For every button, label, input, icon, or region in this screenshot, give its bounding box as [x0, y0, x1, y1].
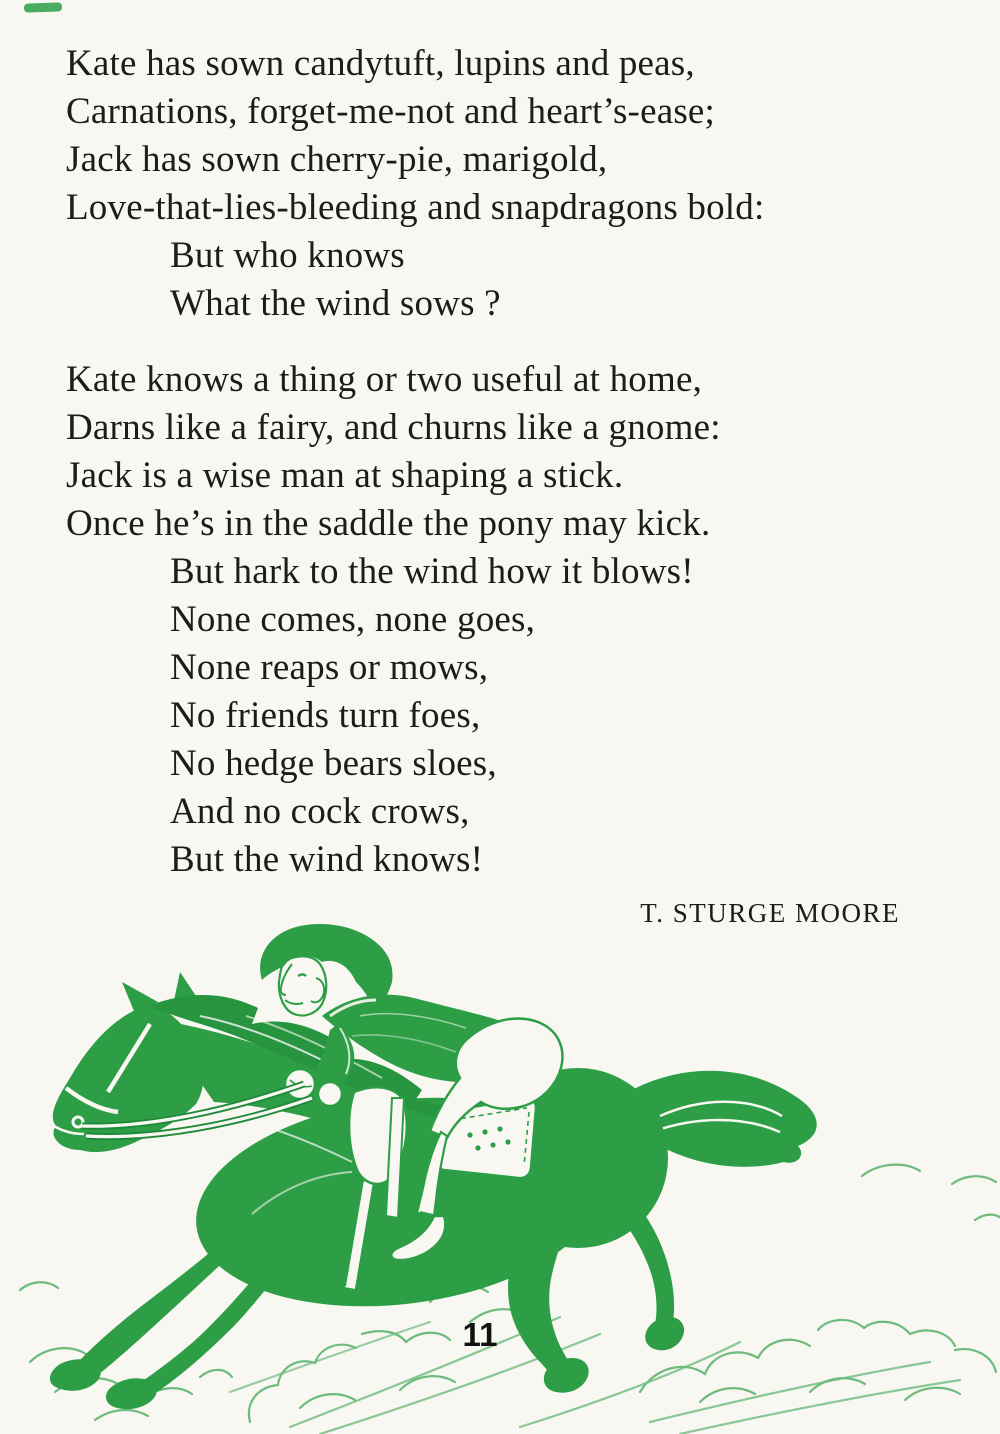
poem-line-refrain: But hark to the wind how it blows!	[170, 551, 694, 592]
pony-and-rider-illustration	[0, 920, 1000, 1434]
poem-stanza-1	[66, 40, 980, 328]
rider-hand	[318, 1082, 342, 1106]
poem-line-refrain: What the wind sows ?	[170, 283, 501, 324]
poem-line-refrain: No hedge bears sloes,	[170, 743, 497, 784]
poem-line: Kate has sown candytuft, lupins and peas,	[66, 43, 695, 84]
poem-line: Darns like a fairy, and churns like a gnome:	[66, 407, 721, 448]
poem-line-refrain: No friends turn foes,	[170, 695, 481, 736]
poem-attribution: T. STURGE MOORE	[640, 898, 900, 928]
poem-line: Kate knows a thing or two useful at home,	[66, 359, 703, 400]
poem-line-refrain: But the wind knows!	[170, 839, 484, 880]
poem-line-refrain: None reaps or mows,	[170, 647, 489, 688]
green-corner-mark	[24, 2, 62, 12]
poem-line-refrain: None comes, none goes,	[170, 599, 536, 640]
poem-line: Jack is a wise man at shaping a stick.	[66, 455, 624, 496]
poem-stanza-2	[66, 356, 980, 884]
poem-line: Love-that-lies-bleeding and snapdragons bold:	[66, 187, 765, 228]
poem-line: Jack has sown cherry-pie, marigold,	[66, 139, 608, 180]
rider-face	[279, 956, 326, 1015]
poem-line-refrain: And no cock crows,	[170, 791, 470, 832]
poem-line: Once he’s in the saddle the pony may kick.	[66, 503, 711, 544]
poem	[66, 40, 980, 912]
poem-line: Carnations, forget-me-not and heart’s-ease;	[66, 91, 716, 132]
poem-line-refrain: But who knows	[170, 235, 405, 276]
page-number: 11	[462, 1316, 498, 1353]
